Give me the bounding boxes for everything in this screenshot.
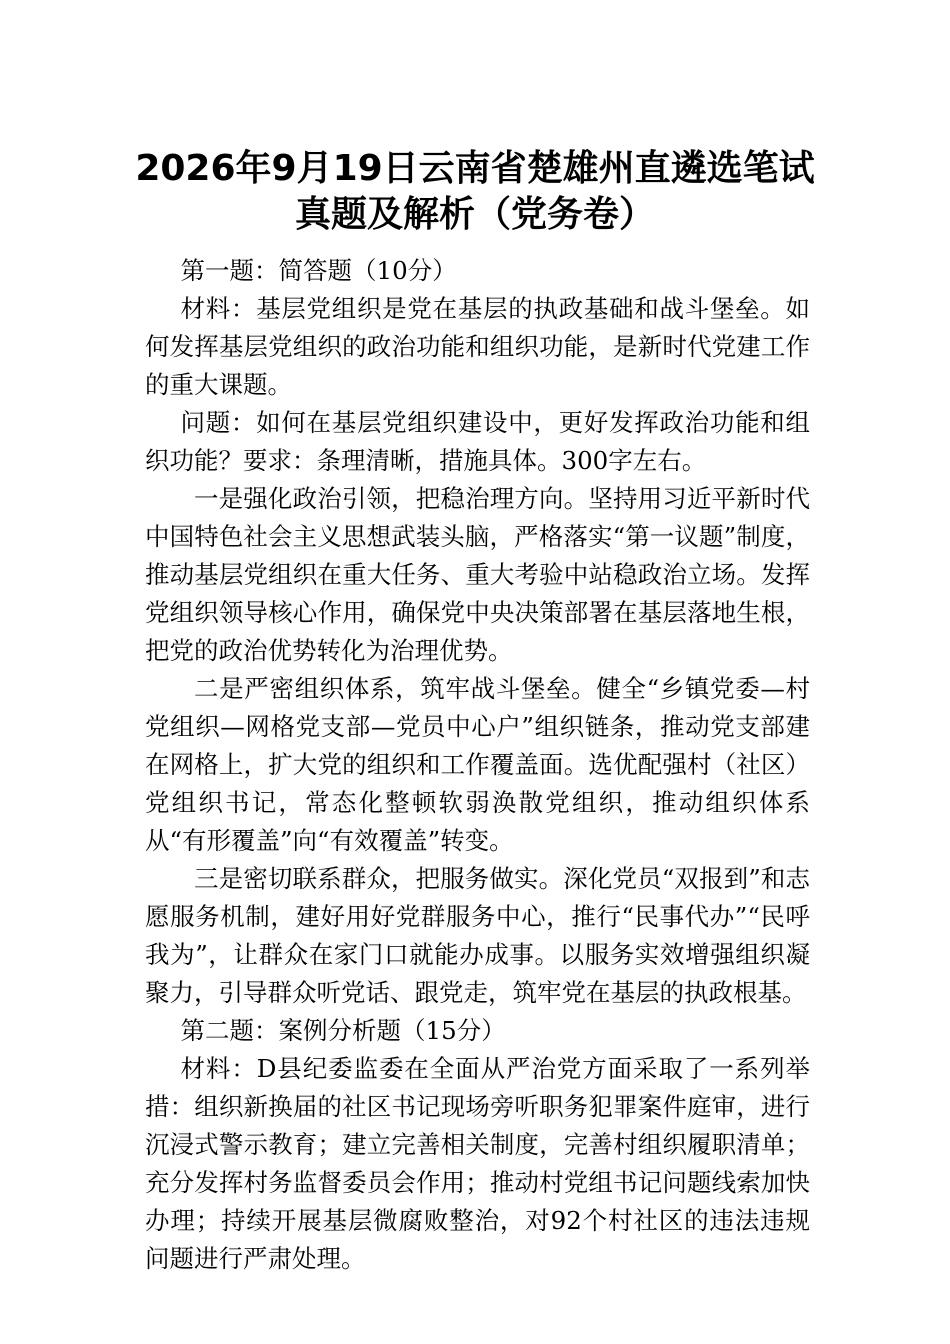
answer-point-3: 三是密切联系群众，把服务做实。深化党员“双报到”和志愿服务机制，建好用好党群服务中心，推行“民事代办”“民呼我为”，让群众在家门口就能办成事。以服务实效增强组织凝聚力，引导群众听党话、跟党走，筑牢党在基层的执政根基。 <box>145 864 810 1007</box>
document-title <box>120 146 830 238</box>
answer-point-1: 一是强化政治引领，把稳治理方向。坚持用习近平新时代中国特色社会主义思想武装头脑，严格落实“第一议题”制度，推动基层党组织在重大任务、重大考验中站稳政治立场。发挥党组织领导核心作用，确保党中央决策部署在基层落地生根，把党的政治优势转化为治理优势。 <box>145 484 810 665</box>
question-1-material: 材料：基层党组织是党在基层的执政基础和战斗堡垒。如何发挥基层党组织的政治功能和组织功能，是新时代党建工作的重大课题。 <box>145 294 810 399</box>
question-2-material: 材料：D县纪委监委在全面从严治党方面采取了一系列举措：组织新换届的社区书记现场旁听职务犯罪案件庭审，进行沉浸式警示教育；建立完善相关制度，完善村组织履职清单；充分发挥村务监督委员会作用；推动村党组书记问题线索加快办理；持续开展基层微腐败整治，对92个村社区的违法违规问题进行严肃处理。 <box>145 1054 810 1273</box>
question-1-prompt: 问题：如何在基层党组织建设中，更好发挥政治功能和组织功能？要求：条理清晰，措施具体。300字左右。 <box>145 408 810 475</box>
title-line-1: 2026年9月19日云南省楚雄州直遴选笔试 <box>135 148 815 189</box>
question-2-heading: 第二题：案例分析题（15分） <box>180 1016 506 1045</box>
title-line-2: 真题及解析（党务卷） <box>294 194 655 235</box>
answer-point-2: 二是严密组织体系，筑牢战斗堡垒。健全“乡镇党委—村党组织—网格党支部—党员中心户”组织链条，推动党支部建在网格上，扩大党的组织和工作覆盖面。选优配强村（社区）党组织书记，常态化整顿软弱涣散党组织，推动组织体系从“有形覆盖”向“有效覆盖”转变。 <box>145 674 810 855</box>
document-body <box>145 252 810 1278</box>
question-1-heading: 第一题：简答题（10分） <box>180 256 457 285</box>
